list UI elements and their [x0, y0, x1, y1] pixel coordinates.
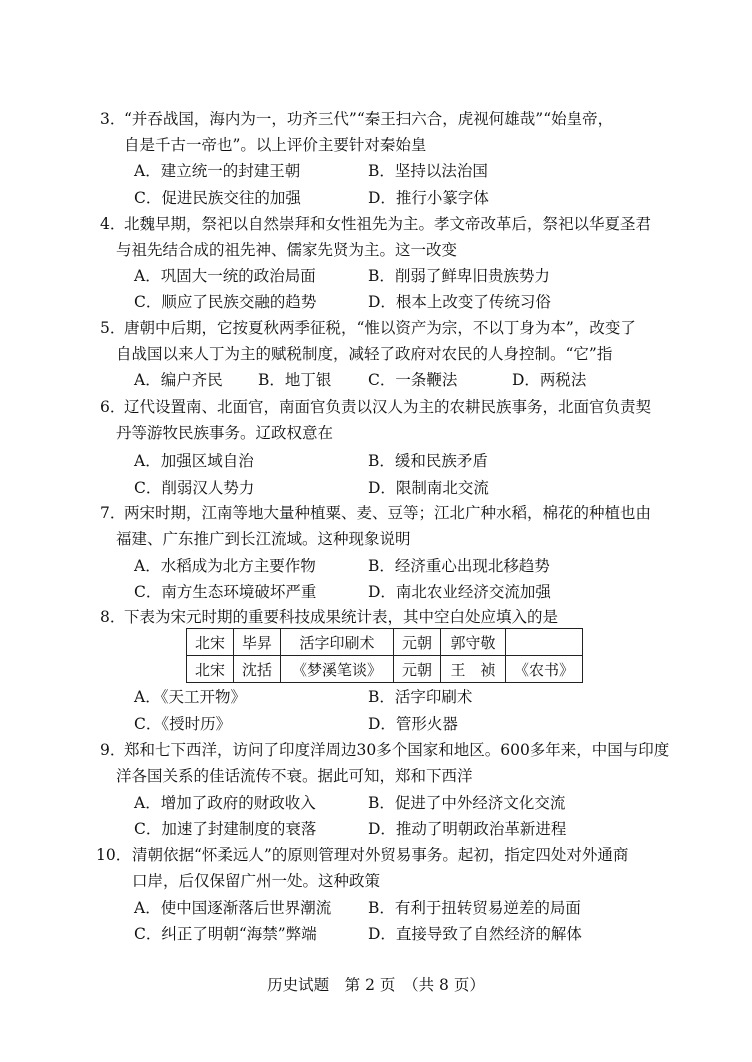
option-b[interactable]: B．削弱了鲜卑旧贵族势力 — [368, 267, 550, 285]
table-row — [187, 656, 583, 683]
tech-achievement-table — [186, 628, 583, 683]
table-cell: 元朝 — [394, 656, 441, 683]
question-stem-line: 福建、广东推广到长江流域。这种现象说明 — [116, 530, 411, 548]
option-c[interactable]: C．一条鞭法 — [368, 371, 458, 389]
option-c[interactable]: C．削弱汉人势力 — [134, 479, 255, 497]
question-number: 8． — [100, 608, 126, 626]
question-stem-line: 自是千古一帝也”。以上评价主要针对秦始皇 — [124, 136, 427, 154]
option-b[interactable]: B．活字印刷术 — [368, 688, 473, 706]
table-cell: 郭守敬 — [441, 629, 506, 656]
option-d[interactable]: D．直接导致了自然经济的解体 — [368, 925, 582, 943]
option-c[interactable]: C．加速了封建制度的衰落 — [134, 820, 317, 838]
option-b[interactable]: B．经济重心出现北移趋势 — [368, 557, 550, 575]
table-cell: 沈括 — [234, 656, 281, 683]
question-number: 5． — [100, 319, 126, 337]
table-cell: 北宋 — [187, 656, 234, 683]
table-cell: 北宋 — [187, 629, 234, 656]
question-number: 6． — [100, 398, 126, 416]
option-c[interactable]: C．南方生态环境破坏严重 — [134, 583, 317, 601]
question-stem-line: 洋各国关系的佳话流传不衰。据此可知，郑和下西洋 — [116, 767, 473, 785]
option-c[interactable]: C．纠正了明朝“海禁”弊端 — [134, 925, 317, 943]
page-footer: 历史试题 第 2 页 （共 8 页） — [267, 976, 485, 994]
option-a[interactable]: A．增加了政府的财政收入 — [134, 794, 316, 812]
table-cell: 元朝 — [394, 629, 441, 656]
question-number: 3． — [100, 110, 126, 128]
option-b[interactable]: B．地丁银 — [258, 371, 332, 389]
option-b[interactable]: B．促进了中外经济文化交流 — [368, 794, 566, 812]
option-d[interactable]: D．推行小篆字体 — [368, 189, 489, 207]
option-c[interactable]: C．促进民族交往的加强 — [134, 189, 301, 207]
option-a[interactable]: A．加强区域自治 — [134, 452, 254, 470]
question-stem-line: 郑和七下西洋，访问了印度洋周边30多个国家和地区。600多年来，中国与印度 — [124, 741, 670, 759]
question-stem-line: 辽代设置南、北面官，南面官负责以汉人为主的农耕民族事务，北面官负责契 — [124, 398, 652, 416]
question-stem-line: 与祖先结合成的祖先神、儒家先贤为主。这一改变 — [116, 241, 458, 259]
option-a[interactable]: A．巩固大一统的政治局面 — [134, 267, 316, 285]
option-d[interactable]: D．推动了明朝政治革新进程 — [368, 820, 567, 838]
table-cell: 《农书》 — [506, 656, 583, 683]
option-d[interactable]: D．限制南北交流 — [368, 479, 489, 497]
option-d[interactable]: D．根本上改变了传统习俗 — [368, 293, 551, 311]
blank-table-cell — [506, 629, 583, 656]
option-a[interactable]: A．使中国逐渐落后世界潮流 — [134, 899, 332, 917]
option-a[interactable]: A．建立统一的封建王朝 — [134, 162, 301, 180]
table-cell: 活字印刷术 — [281, 629, 394, 656]
question-stem-line: 两宋时期，江南等地大量种植粟、麦、豆等；江北广种水稻，棉花的种植也由 — [124, 504, 652, 522]
option-c[interactable]: C．顺应了民族交融的趋势 — [134, 293, 317, 311]
question-stem-line: 下表为宋元时期的重要科技成果统计表，其中空白处应填入的是 — [124, 608, 559, 626]
option-d[interactable]: D．两税法 — [512, 371, 587, 389]
option-b[interactable]: B．有利于扭转贸易逆差的局面 — [368, 899, 581, 917]
question-stem-line: 丹等游牧民族事务。辽政权意在 — [116, 424, 334, 442]
question-number: 9． — [100, 741, 126, 759]
question-stem-line: 唐朝中后期，它按夏秋两季征税，“惟以资产为宗，不以丁身为本”，改变了 — [124, 319, 636, 337]
table-cell: 王 祯 — [441, 656, 506, 683]
option-d[interactable]: D．南北农业经济交流加强 — [368, 583, 551, 601]
option-c[interactable]: C．《授时历》 — [134, 715, 232, 733]
table-cell: 《梦溪笔谈》 — [281, 656, 394, 683]
question-stem-line: 自战国以来人丁为主的赋税制度，减轻了政府对农民的人身控制。“它”指 — [116, 345, 613, 363]
question-stem-line: “并吞战国，海内为一，功齐三代”“秦王扫六合，虎视何雄哉”“始皇帝， — [124, 110, 614, 128]
option-b[interactable]: B．坚持以法治国 — [368, 162, 488, 180]
option-a[interactable]: A．水稻成为北方主要作物 — [134, 557, 316, 575]
option-a[interactable]: A．编户齐民 — [134, 371, 223, 389]
option-a[interactable]: A．《天工开物》 — [134, 688, 246, 706]
question-number: 10． — [96, 846, 132, 864]
option-d[interactable]: D．管形火器 — [368, 715, 458, 733]
question-number: 4． — [100, 215, 126, 233]
option-b[interactable]: B．缓和民族矛盾 — [368, 452, 488, 470]
table-row — [187, 629, 583, 656]
table-cell: 毕昇 — [234, 629, 281, 656]
question-stem-line: 口岸，后仅保留广州一处。这种政策 — [132, 872, 381, 890]
question-number: 7． — [100, 504, 126, 522]
question-stem-line: 北魏早期，祭祀以自然崇拜和女性祖先为主。孝文帝改革后，祭祀以华夏圣君 — [124, 215, 652, 233]
question-stem-line: 清朝依据“怀柔远人”的原则管理对外贸易事务。起初，指定四处对外通商 — [132, 846, 629, 864]
